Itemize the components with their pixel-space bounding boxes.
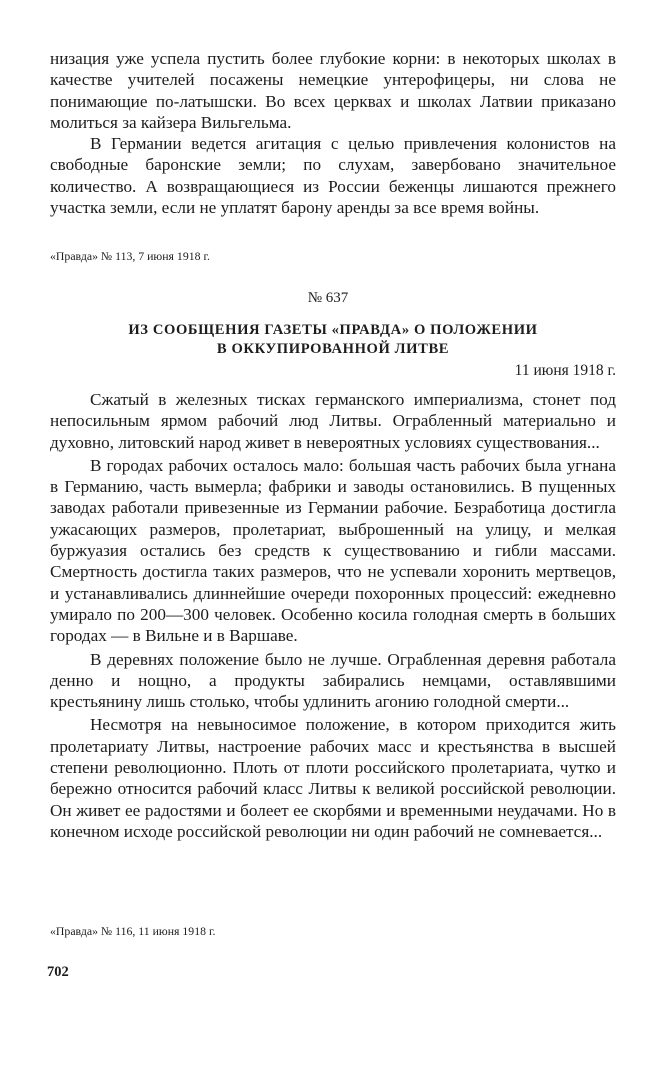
document-body (50, 389, 616, 842)
paragraph: низация уже успела пустить более глубокие корни: в некоторых школах в качестве учителей посажены немецкие унтерофицеры, ни слова не понимающие по-латышски. Во всех церквах и школах Латвии приказано молиться за кайзера Вильгельма. (50, 49, 616, 132)
document-date: 11 июня 1918 г. (514, 362, 616, 379)
paragraph: В деревнях положение было не лучше. Ограбленная деревня работала денно и нощно, а продукты забирались немцами, оставлявшими крестьянину лишь столько, чтобы удлинить агонию голодной смерти... (50, 649, 616, 712)
page-number: 702 (47, 964, 69, 980)
document-number: № 637 (307, 290, 349, 306)
document-title-line: В ОККУПИРОВАННОЙ ЛИТВЕ (216, 341, 450, 357)
previous-document-text (50, 48, 616, 218)
document-title (60, 321, 606, 359)
paragraph: В городах рабочих осталось мало: большая часть рабочих была угнана в Германию, часть вымерла; фабрики и заводы остановились. В пущенных заводах работали привезенные из Германии рабочие. Безработица достигла ужасающих размеров, пролетариат, выброшенный на улицу, и мелкая буржуазия остались без средств к существованию и гибли массами. Смертность достигла таких размеров, что не успевали хоронить мертвецов, и устанавливались длиннейшие очереди похоронных процессий: ежедневно умирало по 200—300 человек. Особенно косила голодная смерть в больших городах — в Вильне и в Варшаве. (50, 455, 616, 646)
source-citation: «Правда» № 116, 11 июня 1918 г. (50, 924, 216, 938)
source-citation: «Правда» № 113, 7 июня 1918 г. (50, 249, 210, 263)
paragraph: Сжатый в железных тисках германского империализма, стонет под непосильным ярмом рабочий люд Литвы. Ограбленный материально и духовно, литовский народ живет в невероятных условиях существования... (50, 390, 616, 452)
document-title-line: ИЗ СООБЩЕНИЯ ГАЗЕТЫ «ПРАВДА» О ПОЛОЖЕНИИ (128, 322, 538, 338)
paragraph: В Германии ведется агитация с целью привлечения колонистов на свободные баронские земли; по слухам, завербовано значительное количество. А возвращающиеся из России беженцы лишаются прежнего участка земли, если не уплатят барону аренды за все время войны. (50, 134, 616, 218)
paragraph: Несмотря на невыносимое положение, в котором приходится жить пролетариату Литвы, настроение рабочих масс и крестьянства в высшей степени революционно. Плоть от плоти российского пролетариата, чутко и бережно относится рабочий класс Литвы к великой российской революции. Он живет ее радостями и болеет ее скорбями и временными неудачами. Но в конечном исходе российской революции ни один рабочий не сомневается... (50, 715, 616, 841)
